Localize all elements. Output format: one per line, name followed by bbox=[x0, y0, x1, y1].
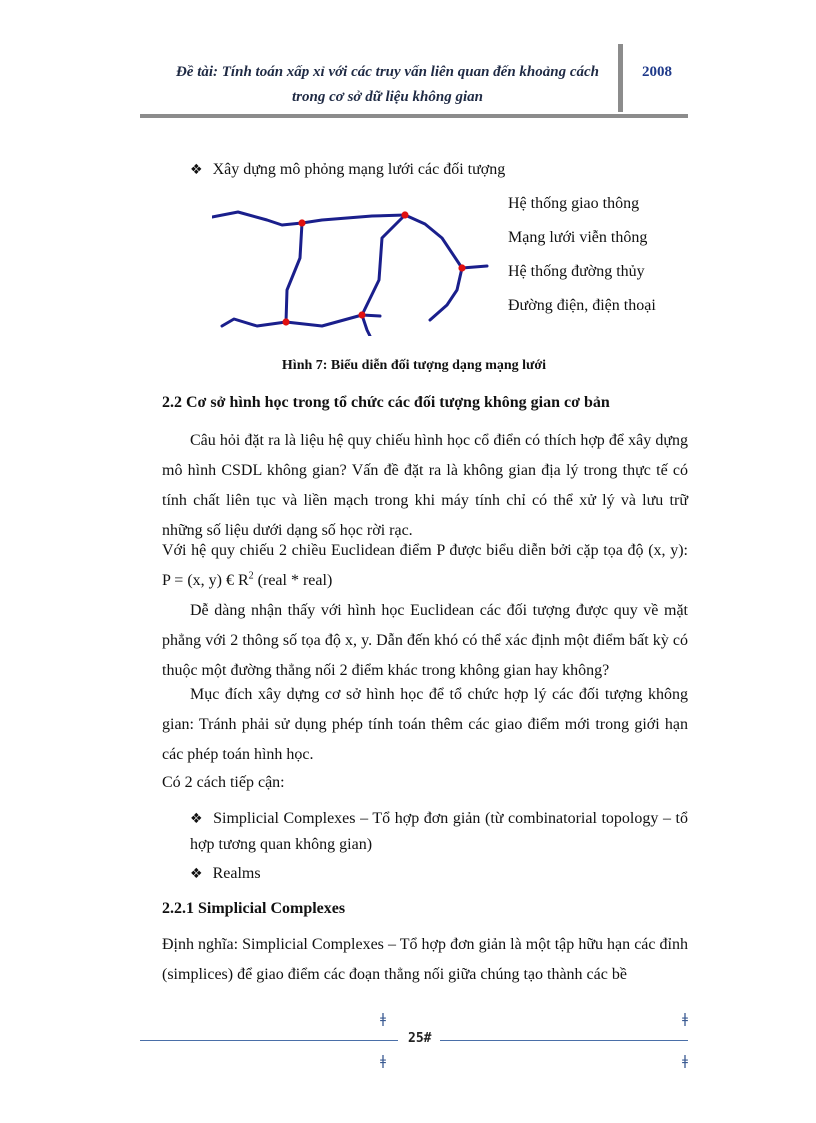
network-nodes bbox=[282, 211, 465, 325]
page-number-value: 25 bbox=[408, 1031, 424, 1046]
footer-dagger: ǂ bbox=[682, 1012, 688, 1027]
bullet-realms-text: Realms bbox=[212, 865, 261, 882]
bullet-realms bbox=[190, 864, 261, 884]
legend-item: Hệ thống đường thủy bbox=[508, 263, 645, 280]
network-node bbox=[298, 219, 305, 226]
page-number bbox=[408, 1031, 431, 1046]
network-link-c bbox=[430, 268, 462, 320]
network-node bbox=[401, 211, 408, 218]
bullet-network bbox=[190, 160, 505, 180]
paragraph: Định nghĩa: Simplicial Complexes – Tổ hợp đơn giản là một tập hữu hạn các đỉnh (simplices) để giao điểm các đoạn thẳng nối giữa chúng tạo thành các bề bbox=[162, 936, 688, 983]
figure-caption: Hình 7: Biểu diễn đối tượng dạng mạng lưới bbox=[281, 358, 547, 373]
paragraph: Dễ dàng nhận thấy với hình học Euclidean các đối tượng được quy về mặt phẳng với 2 thông số tọa độ x, y. Dẫn đến khó có thể xác định một điểm bất kỳ có thuộc một đường thẳng nối 2 điểm khác trong không gian hay không? bbox=[162, 602, 688, 679]
header-title bbox=[160, 60, 615, 110]
figure-legend bbox=[508, 194, 656, 330]
network-road-bottom bbox=[222, 315, 380, 326]
network-node bbox=[282, 318, 289, 325]
superscript: 2 bbox=[248, 570, 254, 582]
paragraph-tail: (real * real) bbox=[253, 572, 333, 589]
network-figure bbox=[212, 200, 492, 336]
header-title-line2: trong cơ sở dữ liệu không gian bbox=[292, 89, 483, 105]
network-road-right bbox=[405, 215, 487, 268]
paragraph-euclidean bbox=[162, 536, 688, 596]
header-separator bbox=[618, 44, 623, 112]
legend-item: Hệ thống giao thông bbox=[508, 195, 640, 212]
header-year: 2008 bbox=[642, 64, 672, 80]
legend-item: Đường điện, điện thoại bbox=[508, 297, 656, 314]
network-node bbox=[458, 264, 465, 271]
footer-dagger: ǂ bbox=[380, 1054, 386, 1069]
footer-dagger: ǂ bbox=[682, 1054, 688, 1069]
page-number-mark: # bbox=[423, 1031, 432, 1046]
network-road-top bbox=[212, 212, 405, 225]
header-title-line1: Đề tài: Tính toán xấp xỉ với các truy vấn liên quan đến khoảng cách bbox=[175, 64, 600, 80]
bullet-simplicial bbox=[190, 806, 688, 858]
paragraph: Câu hỏi đặt ra là liệu hệ quy chiếu hình học cổ điển có thích hợp để xây dựng mô hình CSDL không gian? Vấn đề đặt ra là không gian địa lý trong thực tế có tính chất liên tục và liền mạch trong khi máy tính chỉ có thể xử lý và lưu trữ những số liệu dưới dạng số học rời rạc. bbox=[162, 432, 688, 539]
section-heading-2-2: 2.2 Cơ sở hình học trong tổ chức các đối tượng không gian cơ bản bbox=[162, 394, 610, 411]
header-rule bbox=[140, 114, 688, 118]
paragraph: Có 2 cách tiếp cận: bbox=[162, 774, 285, 791]
diamond-bullet-icon: ❖ bbox=[190, 866, 203, 882]
bullet-network-text: Xây dựng mô phỏng mạng lưới các đối tượng bbox=[212, 161, 506, 178]
legend-item: Mạng lưới viễn thông bbox=[508, 229, 648, 246]
network-link-b bbox=[362, 215, 405, 315]
section-heading-2-2-1: 2.2.1 Simplicial Complexes bbox=[162, 900, 346, 917]
network-lines bbox=[212, 212, 487, 336]
diamond-bullet-icon: ❖ bbox=[190, 162, 203, 178]
footer-rule-right bbox=[440, 1040, 688, 1041]
diamond-bullet-icon: ❖ bbox=[190, 811, 204, 827]
paragraph-text: Với hệ quy chiếu 2 chiều Euclidean điểm P được biểu diễn bởi cặp tọa độ (x, y): P = (x, y) € R bbox=[162, 542, 688, 589]
footer-dagger: ǂ bbox=[380, 1012, 386, 1027]
bullet-simplicial-text: Simplicial Complexes – Tổ hợp đơn giản (từ combinatorial topology – tổ hợp tương quan không gian) bbox=[190, 810, 688, 853]
network-link-a bbox=[286, 223, 302, 322]
page-header bbox=[140, 42, 688, 116]
footer-rule-left bbox=[140, 1040, 398, 1041]
paragraph: Mục đích xây dựng cơ sở hình học để tổ chức hợp lý các đối tượng không gian: Tránh phải sử dụng phép tính toán thêm các giao điểm mới trong giới hạn các phép toán hình học. bbox=[162, 686, 688, 763]
network-node bbox=[358, 311, 365, 318]
